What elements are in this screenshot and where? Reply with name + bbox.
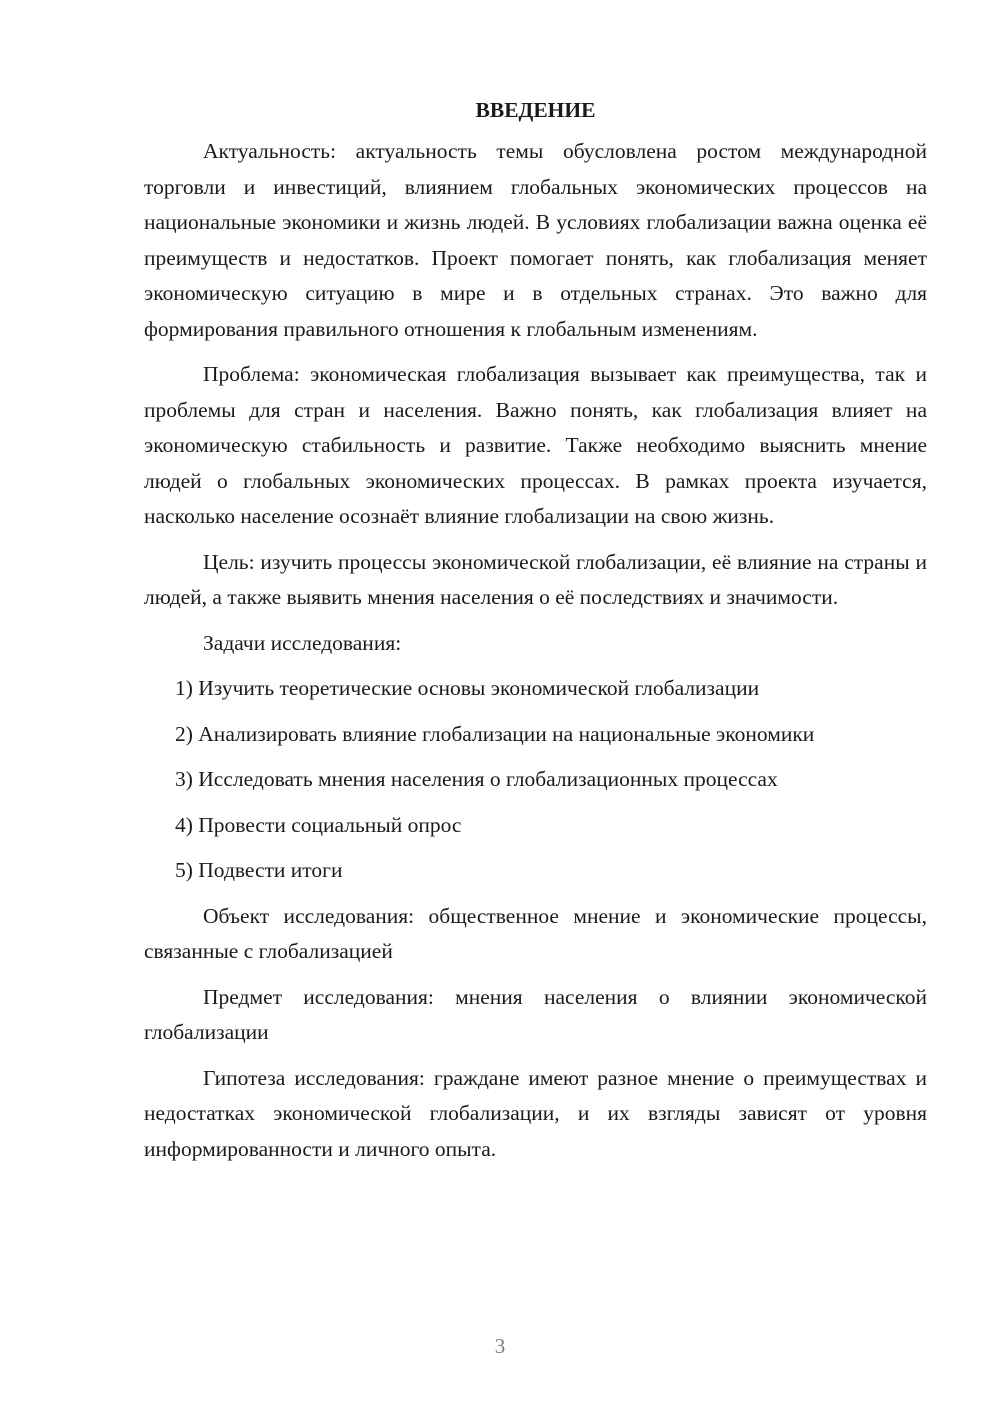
task-item: 3) Исследовать мнения населения о глобализационных процессах <box>175 767 778 791</box>
tasks-list <box>144 671 927 889</box>
tasks-heading: Задачи исследования: <box>203 630 402 655</box>
section-title: ВВЕДЕНИЕ <box>475 98 596 122</box>
object-paragraph: Объект исследования: общественное мнение и экономические процессы, связанные с глобализацией <box>144 903 927 963</box>
task-item: 4) Провести социальный опрос <box>175 812 462 837</box>
task-item: 1) Изучить теоретические основы экономической глобализации <box>175 676 760 700</box>
goal-paragraph: Цель: изучить процессы экономической глобализации, её влияние на страны и людей, а также выявить мнения населения о её последствиях и значимости. <box>144 549 927 609</box>
document-page <box>144 88 927 1177</box>
page-number: 3 <box>494 1334 506 1358</box>
relevance-paragraph: Актуальность: актуальность темы обусловлена ростом международной торговли и инвестиций, влиянием глобальных экономических процессов на национальные экономики и жизнь людей. В условиях глобализации важна оценка её преимуществ и недостатков. Проект помогает понять, как глобализация меняет экономическую ситуацию в мире и в отдельных странах. Это важно для формирования правильного отношения к глобальным изменениям. <box>144 139 927 341</box>
hypothesis-paragraph: Гипотеза исследования: граждане имеют разное мнение о преимуществах и недостатках экономической глобализации, и их взгляды зависят от уровня информированности и личного опыта. <box>144 1065 927 1161</box>
task-item: 5) Подвести итоги <box>175 858 343 882</box>
task-item: 2) Анализировать влияние глобализации на национальные экономики <box>175 721 815 746</box>
problem-paragraph: Проблема: экономическая глобализация вызывает как преимущества, так и проблемы для стран и населения. Важно понять, как глобализация влияет на экономическую стабильность и развитие. Также необходимо выяснить мнение людей о глобальных экономических процессах. В рамках проекта изучается, насколько население осознаёт влияние глобализации на свою жизнь. <box>144 362 927 528</box>
subject-paragraph: Предмет исследования: мнения населения о влиянии экономической глобализации <box>144 984 927 1044</box>
